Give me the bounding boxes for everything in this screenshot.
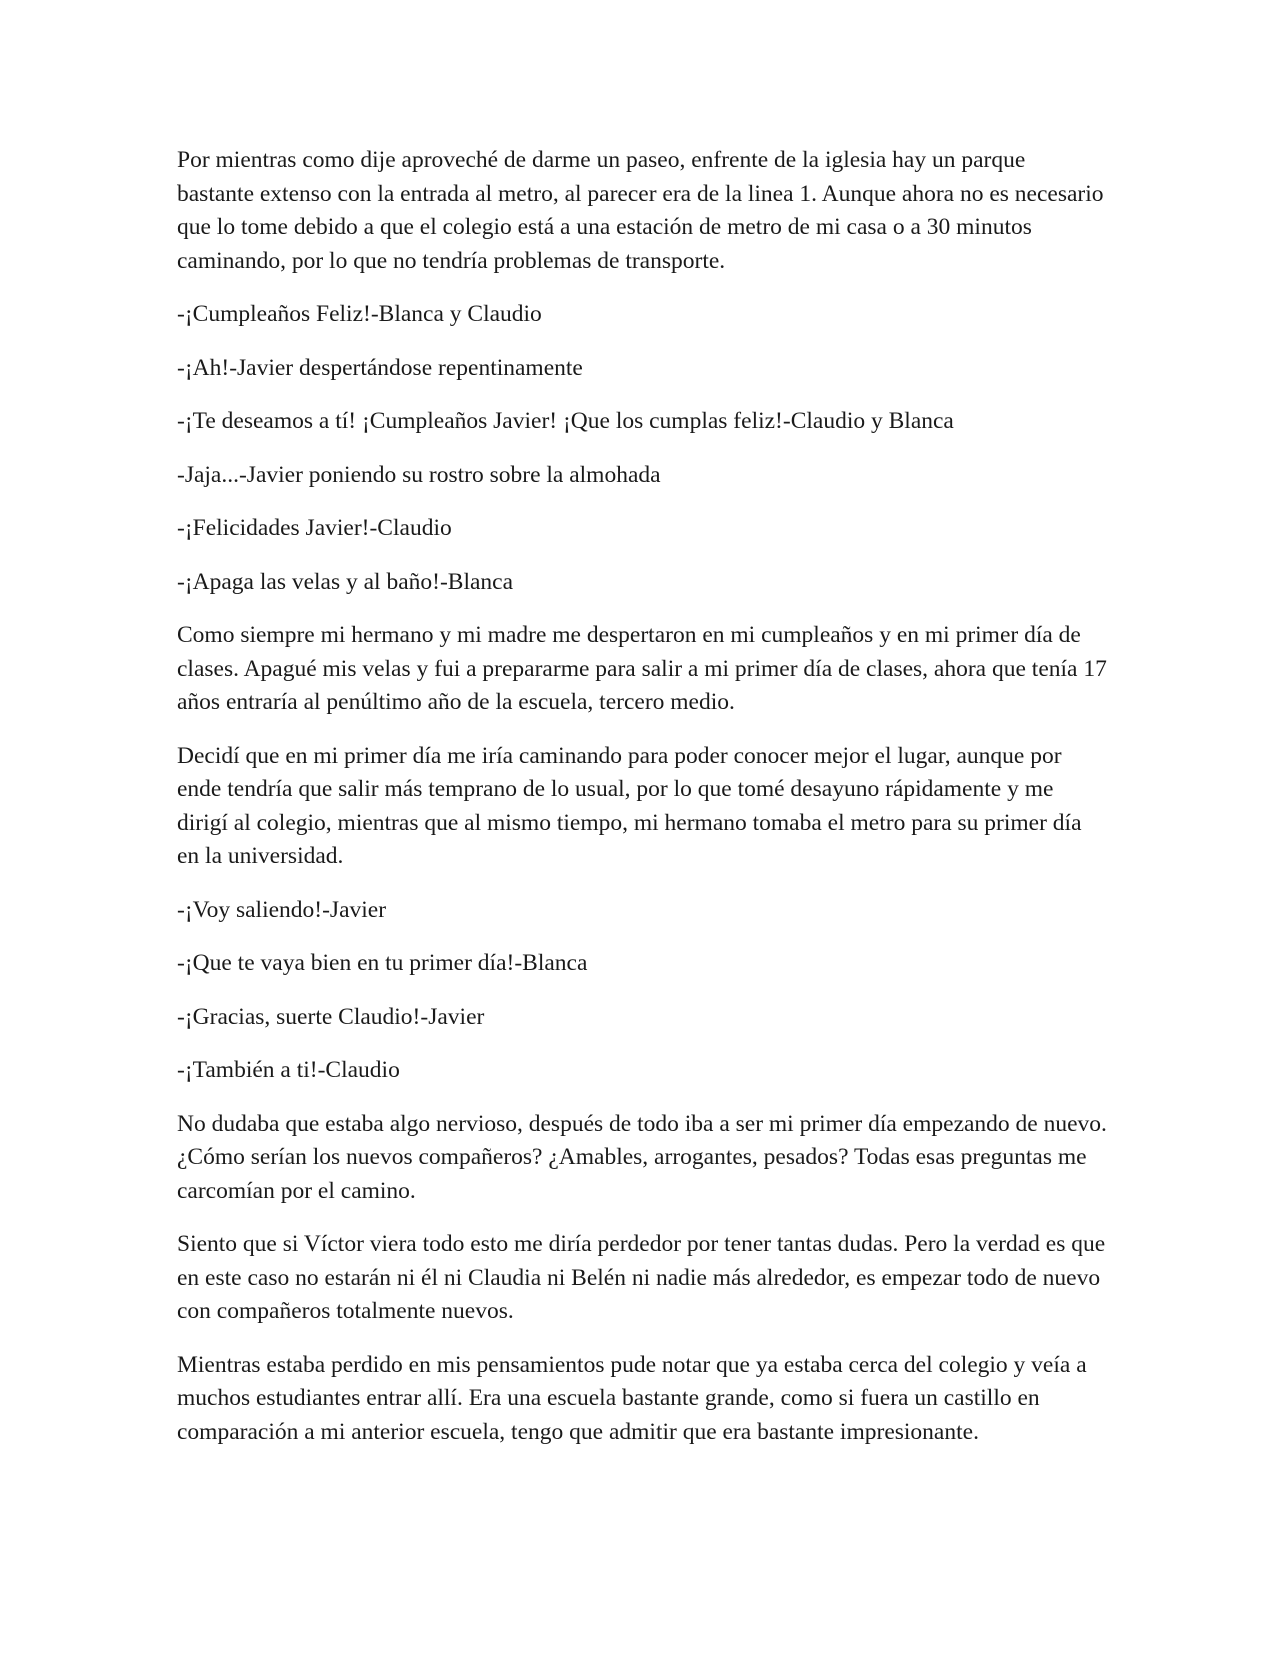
dialogue-line: -Jaja...-Javier poniendo su rostro sobre la almohada [177, 461, 661, 488]
dialogue-line: -¡Cumpleaños Feliz!-Blanca y Claudio [177, 301, 542, 327]
document-body [177, 144, 1107, 1469]
dialogue-line: -¡Te deseamos a tí! ¡Cumpleaños Javier! ¡Que los cumplas feliz!-Claudio y Blanca [177, 408, 954, 434]
dialogue-line: -¡Apaga las velas y al baño!-Blanca [177, 568, 514, 595]
paragraph: Decidí que en mi primer día me iría caminando para poder conocer mejor el lugar, aunque por ende tendría que salir más temprano de lo usual, por lo que tomé desayuno rápidamente y me dirigí al colegio, mientras que al mismo tiempo, mi hermano tomaba el metro para su primer día en la universidad. [177, 742, 1082, 869]
dialogue-line: -¡Que te vaya bien en tu primer día!-Blanca [177, 950, 588, 976]
paragraph: Por mientras como dije aproveché de darme un paseo, enfrente de la iglesia hay un parque bastante extenso con la entrada al metro, al parecer era de la linea 1. Aunque ahora no es necesario que lo tome debido a que el colegio está a una estación de metro de mi casa o a 30 minutos caminando, por lo que no tendría problemas de transporte. [177, 147, 1104, 274]
dialogue-line: -¡Ah!-Javier despertándose repentinamente [177, 354, 583, 381]
dialogue-line: -¡Gracias, suerte Claudio!-Javier [177, 1003, 485, 1030]
paragraph: Mientras estaba perdido en mis pensamientos pude notar que ya estaba cerca del colegio y veía a muchos estudiantes entrar allí. Era una escuela bastante grande, como si fuera un castillo en comparación a mi anterior escuela, tengo que admitir que era bastante impresionante. [177, 1351, 1087, 1445]
dialogue-line: -¡Felicidades Javier!-Claudio [177, 515, 452, 541]
dialogue-line: -¡Voy saliendo!-Javier [177, 896, 387, 923]
paragraph: Como siempre mi hermano y mi madre me despertaron en mi cumpleaños y en mi primer día de clases. Apagué mis velas y fui a prepararme para salir a mi primer día de clases, ahora que tenía 17 años entraría al penúltimo año de la escuela, tercero medio. [177, 622, 1107, 715]
paragraph: No dudaba que estaba algo nervioso, después de todo iba a ser mi primer día empezando de nuevo. ¿Cómo serían los nuevos compañeros? ¿Amables, arrogantes, pesados? Todas esas preguntas me carcomían por el camino. [177, 1110, 1107, 1204]
paragraph: Siento que si Víctor viera todo esto me diría perdedor por tener tantas dudas. Pero la verdad es que en este caso no estarán ni él ni Claudia ni Belén ni nadie más alrededor, es empezar todo de nuevo con compañeros totalmente nuevos. [177, 1231, 1106, 1324]
dialogue-line: -¡También a ti!-Claudio [177, 1057, 400, 1083]
